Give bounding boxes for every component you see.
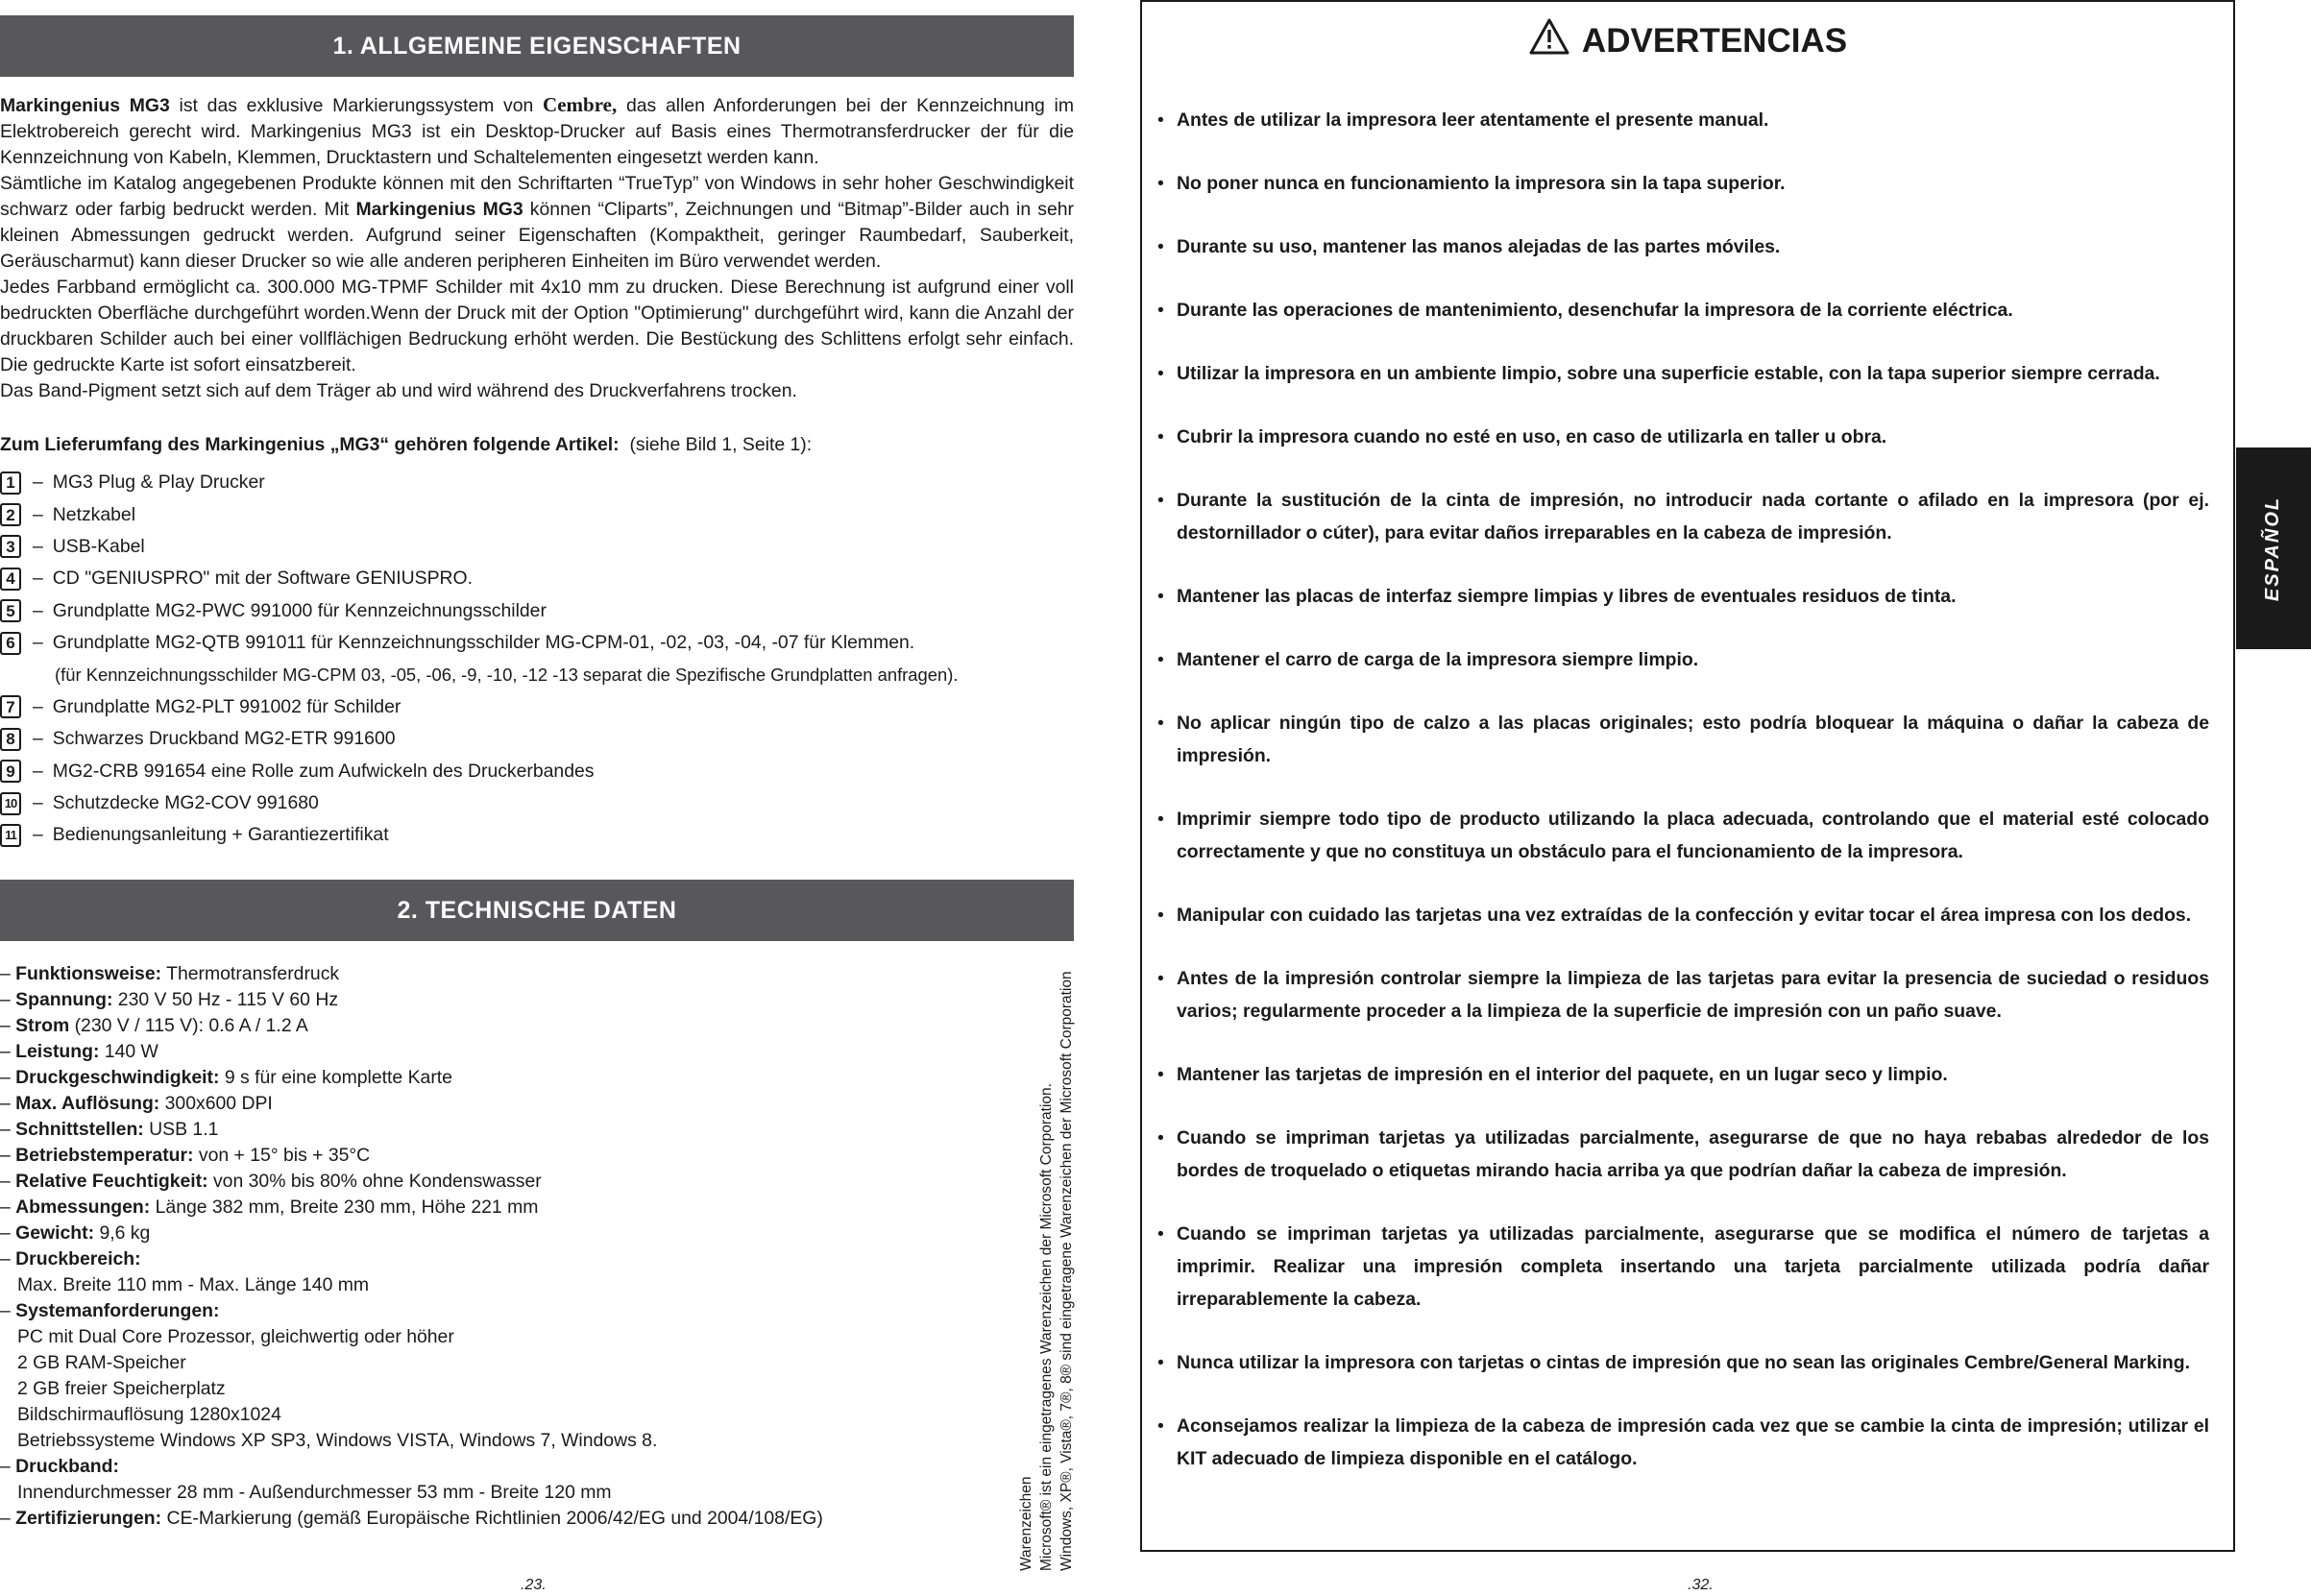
warnings-list: [1157, 104, 2209, 1506]
spec-item: – Gewicht: 9,6 kg: [0, 1222, 151, 1244]
spec-item: – Betriebstemperatur: von + 15° bis + 35°C: [0, 1145, 371, 1166]
warnings-title: ADVERTENCIAS: [1142, 17, 2233, 64]
warning-item: • Antes de utilizar la impresora leer atentamente el presente manual.: [1157, 104, 2209, 136]
warning-item: • Mantener el carro de carga de la impresora siempre limpio.: [1157, 643, 2209, 676]
list-item: 5 – Grundplatte MG2-PWC 991000 für Kennzeichnungsschilder: [0, 595, 1074, 627]
page-number-left: .23.: [521, 1577, 547, 1593]
list-item: 11 – Bedienungsanleitung + Garantiezertifikat: [0, 819, 1074, 851]
list-item-note: (für Kennzeichnungsschilder MG-CPM 03, -05, -06, -9, -10, -12 -13 separat die Spezifische Grundplatten anfragen).: [55, 665, 959, 686]
list-item: 4 – CD "GENIUSPRO" mit der Software GENIUSPRO.: [0, 563, 1074, 594]
warning-item: • Utilizar la impresora en un ambiente limpio, sobre una superficie estable, con la tapa superior siempre cerrada.: [1157, 357, 2209, 390]
scope-heading: Zum Lieferumfang des Markingenius „MG3“ gehören folgende Artikel: (siehe Bild 1, Seite 1):: [0, 434, 813, 455]
warning-item: • Cuando se impriman tarjetas ya utilizadas parcialmente, asegurarse que se modifica el número de tarjetas a imprimir. Realizar una impresión completa insertando una tarjeta parcialmente utilizada podría dañar irreparablemente la cabeza.: [1157, 1218, 2209, 1316]
list-item: 7 – Grundplatte MG2-PLT 991002 für Schilder: [0, 691, 1074, 723]
scope-list: [0, 467, 1074, 852]
spec-item: – Relative Feuchtigkeit: von 30% bis 80% ohne Kondenswasser: [0, 1171, 542, 1192]
warning-item: • Nunca utilizar la impresora con tarjetas o cintas de impresión que no sean las originales Cembre/General Marking.: [1157, 1346, 2209, 1379]
spec-item-detail: PC mit Dual Core Prozessor, gleichwertig oder höher: [17, 1326, 454, 1347]
page-number-right: .32.: [1688, 1577, 1714, 1593]
spec-item: – Druckbereich:: [0, 1248, 141, 1270]
left-page: [0, 0, 1074, 1596]
spec-item: – Leistung: 140 W: [0, 1041, 158, 1062]
warning-triangle-icon: [1528, 17, 1570, 64]
spec-item-detail: Max. Breite 110 mm - Max. Länge 140 mm: [17, 1274, 370, 1295]
list-item: 8 – Schwarzes Druckband MG2-ETR 991600: [0, 723, 1074, 755]
spec-item: – Funktionsweise: Thermotransferdruck: [0, 963, 340, 984]
spec-item: – Abmessungen: Länge 382 mm, Breite 230 mm, Höhe 221 mm: [0, 1197, 539, 1218]
intro-paragraph-4: Das Band-Pigment setzt sich auf dem Träger ab und wird während des Druckverfahrens trocken.: [0, 380, 797, 401]
spec-item-detail: 2 GB RAM-Speicher: [17, 1352, 186, 1373]
spec-item-detail: Bildschirmauflösung 1280x1024: [17, 1404, 281, 1425]
warning-item: • No aplicar ningún tipo de calzo a las placas originales; esto podría bloquear la máquina o dañar la cabeza de impresión.: [1157, 707, 2209, 772]
list-item: 1 – MG3 Plug & Play Drucker: [0, 467, 1074, 498]
section-header-general: 1. ALLGEMEINE EIGENSCHAFTEN: [0, 15, 1074, 77]
spec-item: – Druckband:: [0, 1456, 119, 1477]
brand-name: Cembre,: [543, 93, 618, 116]
spec-item: – Zertifizierungen: CE-Markierung (gemäß Europäische Richtlinien 2006/42/EG und 2004/108/EG): [0, 1508, 823, 1529]
list-item: 10 – Schutzdecke MG2-COV 991680: [0, 787, 1074, 819]
intro-text: [0, 92, 1074, 404]
tech-spec-list: [0, 961, 1018, 1532]
warning-item: • Durante su uso, mantener las manos alejadas de las partes móviles.: [1157, 230, 2209, 263]
list-item: 2 – Netzkabel: [0, 498, 1074, 530]
spec-item-detail: 2 GB freier Speicherplatz: [17, 1378, 226, 1399]
warning-item: • No poner nunca en funcionamiento la impresora sin la tapa superior.: [1157, 167, 2209, 200]
list-item: 3 – USB-Kabel: [0, 531, 1074, 563]
list-item: 6 – Grundplatte MG2-QTB 991011 für Kennzeichnungsschilder MG-CPM-01, -02, -03, -04, -07 für Klemmen.: [0, 627, 1074, 659]
spec-item: – Schnittstellen: USB 1.1: [0, 1119, 219, 1140]
intro-paragraph-1: Markingenius MG3 ist das exklusive Markierungssystem von Cembre, das allen Anforderungen bei der Kennzeichnung im Elektrobereich gerecht wird. Markingenius MG3 ist ein Desktop-Drucker auf Basis eines Thermotransferdrucker der für die Kennzeichnung von Kabeln, Klemmen, Drucktastern und Schaltelementen eingesetzt werden kann.: [0, 93, 1074, 168]
spec-item: – Strom (230 V / 115 V): 0.6 A / 1.2 A: [0, 1015, 308, 1036]
spec-item: – Druckgeschwindigkeit: 9 s für eine komplette Karte: [0, 1067, 452, 1088]
intro-paragraph-2: Sämtliche im Katalog angegebenen Produkte können mit den Schriftarten “TrueTyp” von Windows in sehr hoher Geschwindigkeit schwarz oder farbig bedruckt werden. Mit Markingenius MG3 können “Cliparts”, Zeichnungen und “Bitmap”-Bilder auch in sehr kleinen Abmessungen gedruckt werden. Aufgrund seiner Eigenschaften (Kompaktheit, geringer Raumbedarf, Sauberkeit, Geräuscharmut) kann dieser Drucker so wie alle anderen peripheren Einheiten im Büro verwendet werden.: [0, 173, 1074, 272]
warning-item: • Mantener las tarjetas de impresión en el interior del paquete, en un lugar seco y limpio.: [1157, 1058, 2209, 1091]
spec-item-detail: Betriebssysteme Windows XP SP3, Windows VISTA, Windows 7, Windows 8.: [17, 1430, 658, 1451]
language-tab: ESPAÑOL: [2236, 447, 2311, 649]
list-item: 9 – MG2-CRB 991654 eine Rolle zum Aufwickeln des Druckerbandes: [0, 756, 1074, 787]
warning-item: • Imprimir siempre todo tipo de producto utilizando la placa adecuada, controlando que el material esté colocado correctamente y que no constituya un obstáculo para el funcionamiento de la impresora.: [1157, 803, 2209, 868]
spec-item: – Spannung: 230 V 50 Hz - 115 V 60 Hz: [0, 989, 339, 1010]
warning-item: • Antes de la impresión controlar siempre la limpieza de las tarjetas para evitar la presencia de suciedad o residuos varios; regularmente proceder a la limpieza de la superficie de impresión con un paño suave.: [1157, 962, 2209, 1028]
warning-item: • Durante las operaciones de mantenimiento, desenchufar la impresora de la corriente eléctrica.: [1157, 294, 2209, 326]
intro-paragraph-3: Jedes Farbband ermöglicht ca. 300.000 MG-TPMF Schilder mit 4x10 mm zu drucken. Diese Berechnung ist aufgrund einer voll bedruckten Oberfläche durchgeführt worden.Wenn der Druck mit der Option "Optimierung" durchgeführt wird, kann die Anzahl der druckbaren Schilder auch bei einer vollflächigen Bedruckung erhöht werden. Die Bestückung des Schlittens erfolgt sehr einfach. Die gedruckte Karte ist sofort einsatzbereit.: [0, 277, 1074, 375]
spec-item: – Systemanforderungen:: [0, 1300, 220, 1321]
spec-item-detail: Innendurchmesser 28 mm - Außendurchmesser 53 mm - Breite 120 mm: [17, 1482, 612, 1503]
warnings-box: [1140, 0, 2235, 1552]
warning-item: • Cuando se impriman tarjetas ya utilizadas parcialmente, asegurarse de que no haya rebabas alrededor de los bordes de troquelado o etiquetas mirando hacia arriba ya que podrían dañar la cabeza de impresión.: [1157, 1122, 2209, 1187]
trademark-notice: Warenzeichen Microsoft® ist ein eingetragenes Warenzeichen der Microsoft Corporation. Windows, XP®, Vista®, 7®, 8® sind eingetragene Warenzeichen der Microsoft Corporation: [1018, 971, 1075, 1571]
warning-item: • Durante la sustitución de la cinta de impresión, no introducir nada cortante o afilado en la impresora (por ej. destornillador o cúter), para evitar daños irreparables en la cabeza de impresión.: [1157, 484, 2209, 549]
warning-item: • Manipular con cuidado las tarjetas una vez extraídas de la confección y evitar tocar el área impresa con los dedos.: [1157, 899, 2209, 931]
warning-item: • Aconsejamos realizar la limpieza de la cabeza de impresión cada vez que se cambie la cinta de impresión; utilizar el KIT adecuado de limpieza disponible en el catálogo.: [1157, 1410, 2209, 1475]
section-header-technical: 2. TECHNISCHE DATEN: [0, 880, 1074, 941]
warning-item: • Mantener las placas de interfaz siempre limpias y libres de eventuales residuos de tinta.: [1157, 580, 2209, 613]
warning-item: • Cubrir la impresora cuando no esté en uso, en caso de utilizarla en taller u obra.: [1157, 421, 2209, 453]
spec-item: – Max. Auflösung: 300x600 DPI: [0, 1093, 273, 1114]
